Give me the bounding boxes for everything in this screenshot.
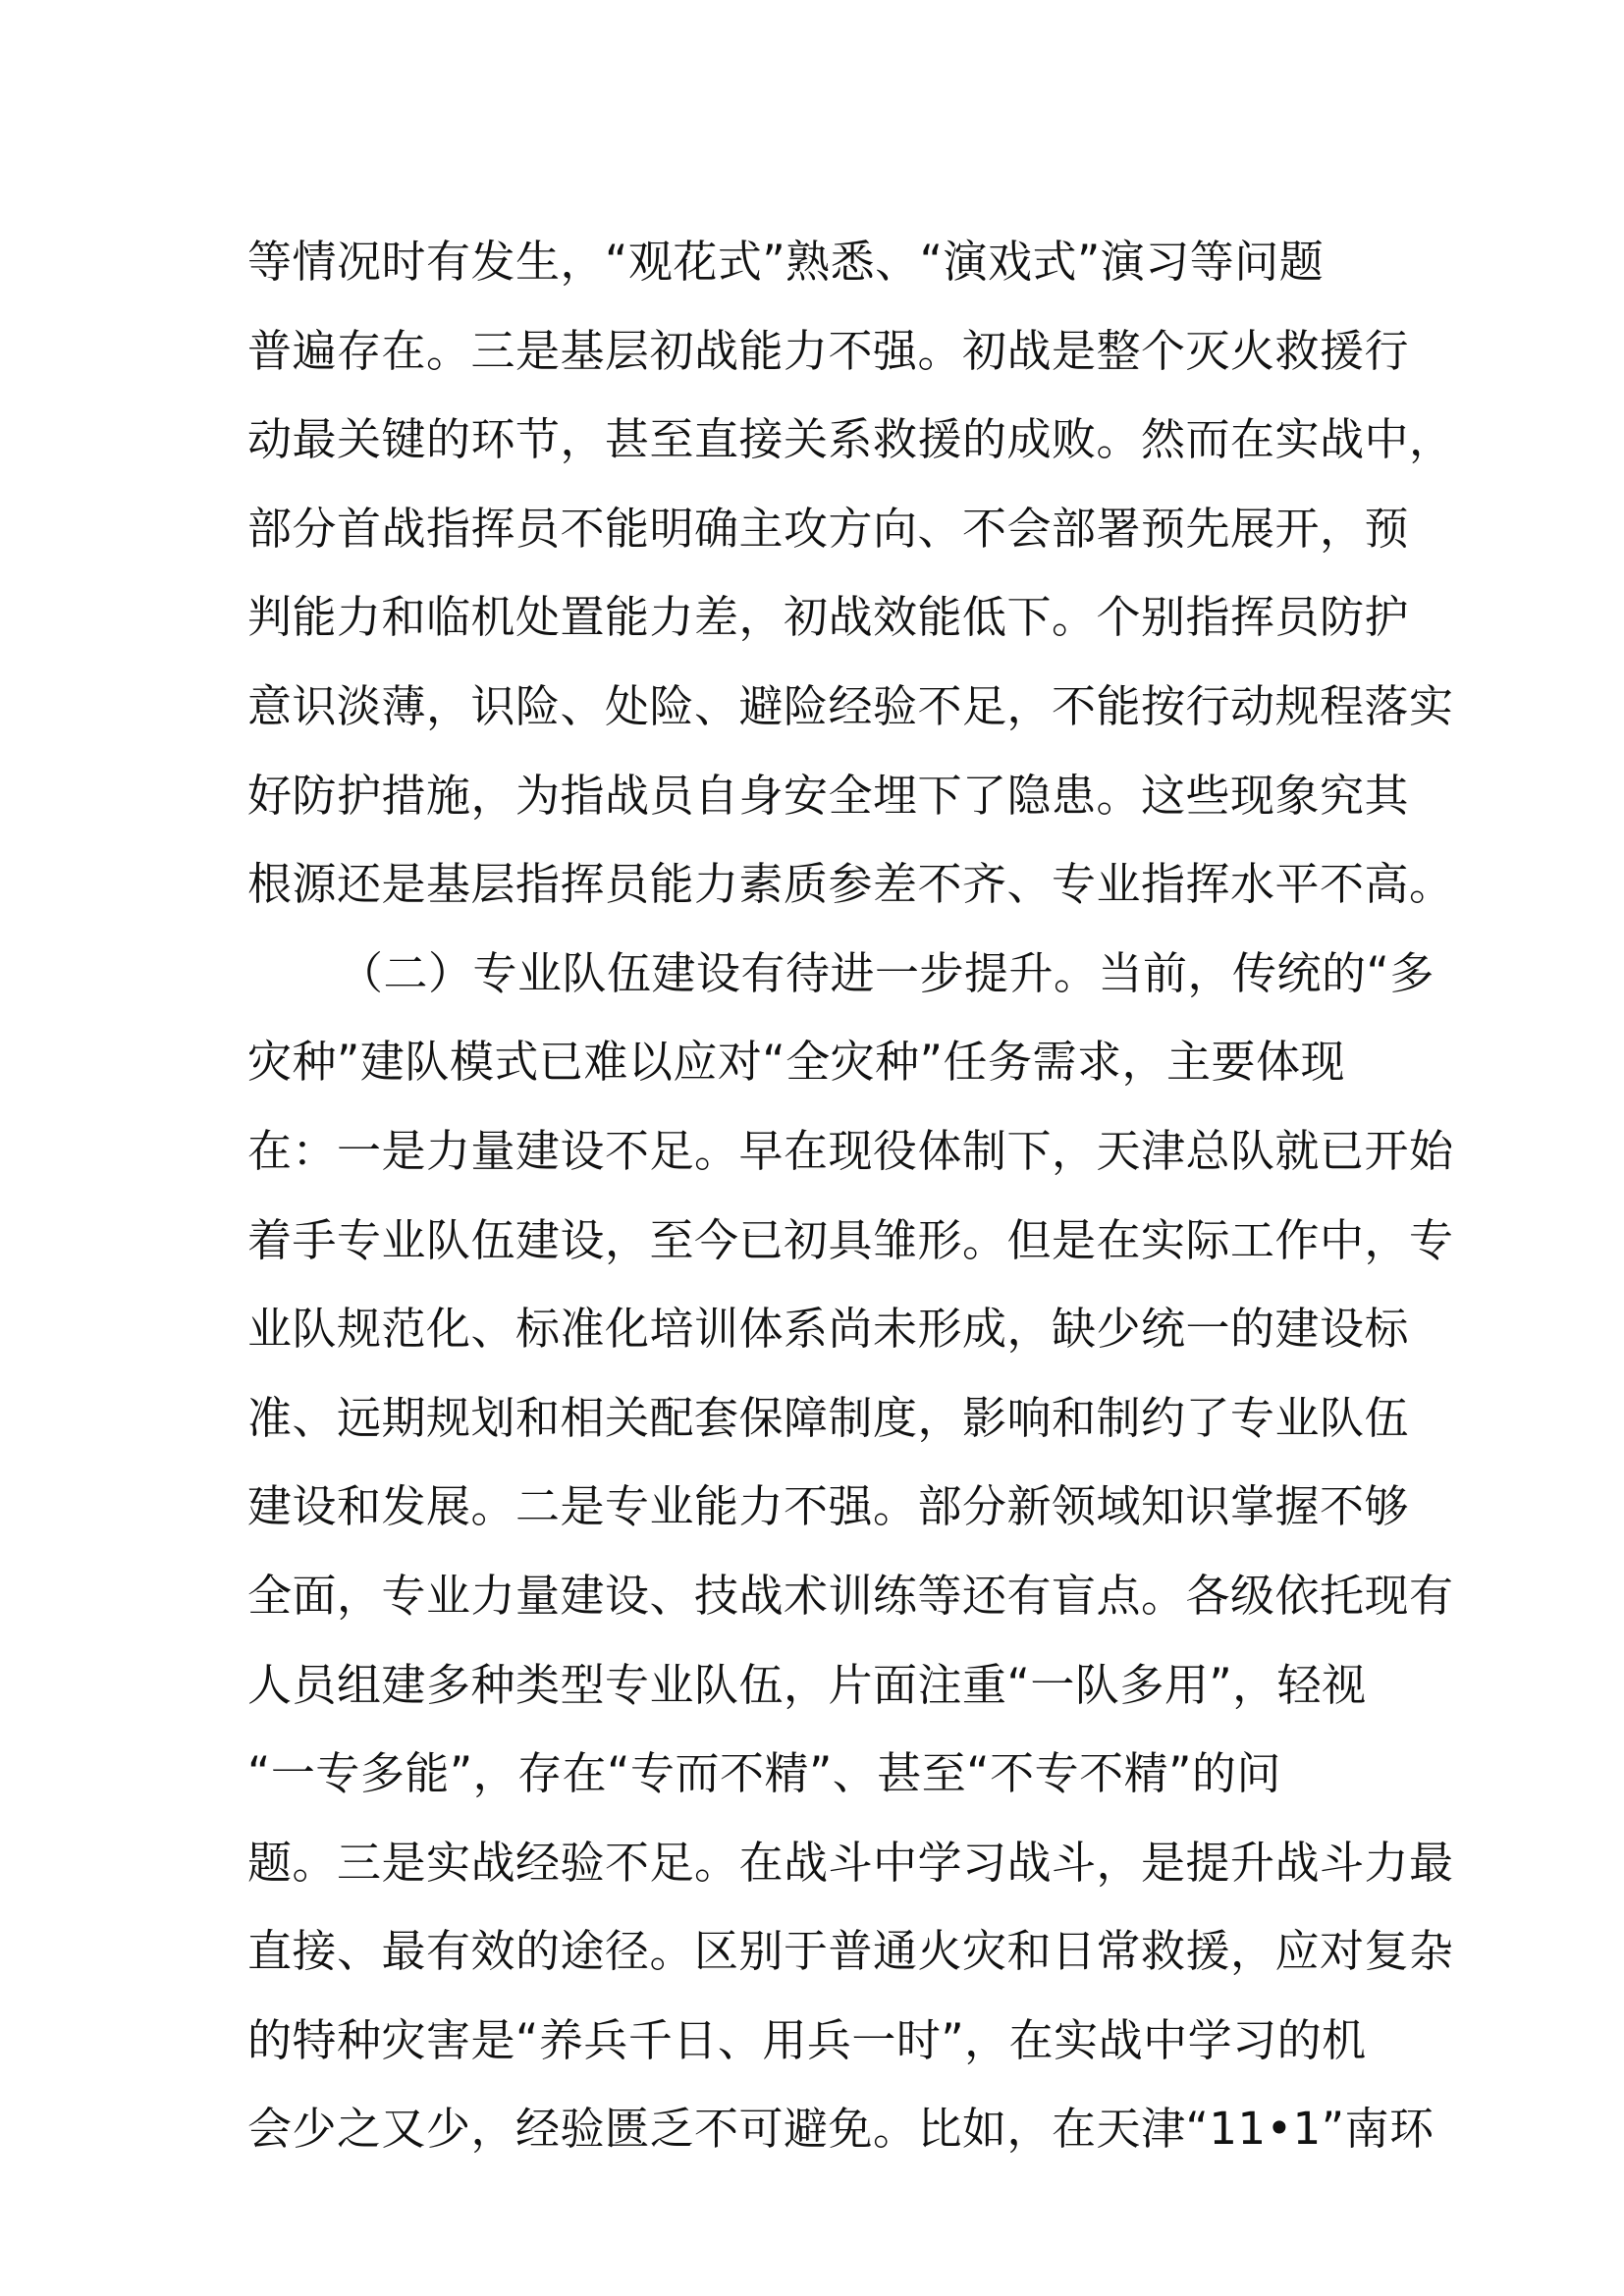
text-line: 题。三是实战经验不足。在战斗中学习战斗，是提升战斗力最 [247,1836,1454,1889]
text-line: 全面，专业力量建设、技战术训练等还有盲点。各级依托现有 [247,1569,1454,1622]
section-heading-line: （二）专业队伍建设有待进一步提升。当前，传统的“多 [339,946,1435,999]
text-line: 意识淡薄，识险、处险、避险经验不足，不能按行动规程落实 [247,679,1454,732]
text-line: 动最关键的环节，甚至直接关系救援的成败。然而在实战中， [247,413,1454,466]
text-line: 部分首战指挥员不能明确主攻方向、不会部署预先展开，预 [247,502,1410,555]
body-text [247,218,1454,2174]
text-line: 人员组建多种类型专业队伍，片面注重“一队多用”，轻视 [247,1658,1367,1711]
text-line: 业队规范化、标准化培训体系尚未形成，缺少统一的建设标 [247,1303,1410,1356]
text-line: “一专多能”，存在“专而不精”、甚至“不专不精”的问 [247,1747,1281,1800]
text-line: 会少之又少，经验匮乏不可避免。比如，在天津“11•1”南环 [247,2103,1435,2156]
text-line: 等情况时有发生，“观花式”熟悉、“演戏式”演习等问题 [247,236,1325,288]
text-line: 好防护措施，为指战员自身安全埋下了隐患。这些现象究其 [247,769,1410,822]
text-line: 判能力和临机处置能力差，初战效能低下。个别指挥员防护 [247,591,1410,644]
text-line: 准、远期规划和相关配套保障制度，影响和制约了专业队伍 [247,1391,1410,1444]
text-line: 建设和发展。二是专业能力不强。部分新领域知识掌握不够 [247,1480,1410,1533]
text-line: 灾种”建队模式已难以应对“全灾种”任务需求，主要体现 [247,1036,1345,1089]
text-line: 直接、最有效的途径。区别于普通火灾和日常救援，应对复杂 [247,1925,1454,1978]
text-line: 根源还是基层指挥员能力素质参差不齐、专业指挥水平不高。 [247,858,1454,911]
text-line: 在：一是力量建设不足。早在现役体制下，天津总队就已开始 [247,1124,1454,1177]
text-line: 的特种灾害是“养兵千日、用兵一时”，在实战中学习的机 [247,2013,1367,2066]
text-line: 着手专业队伍建设，至今已初具雏形。但是在实际工作中，专 [247,1213,1454,1266]
text-line: 普遍存在。三是基层初战能力不强。初战是整个灭火救援行 [247,324,1410,377]
